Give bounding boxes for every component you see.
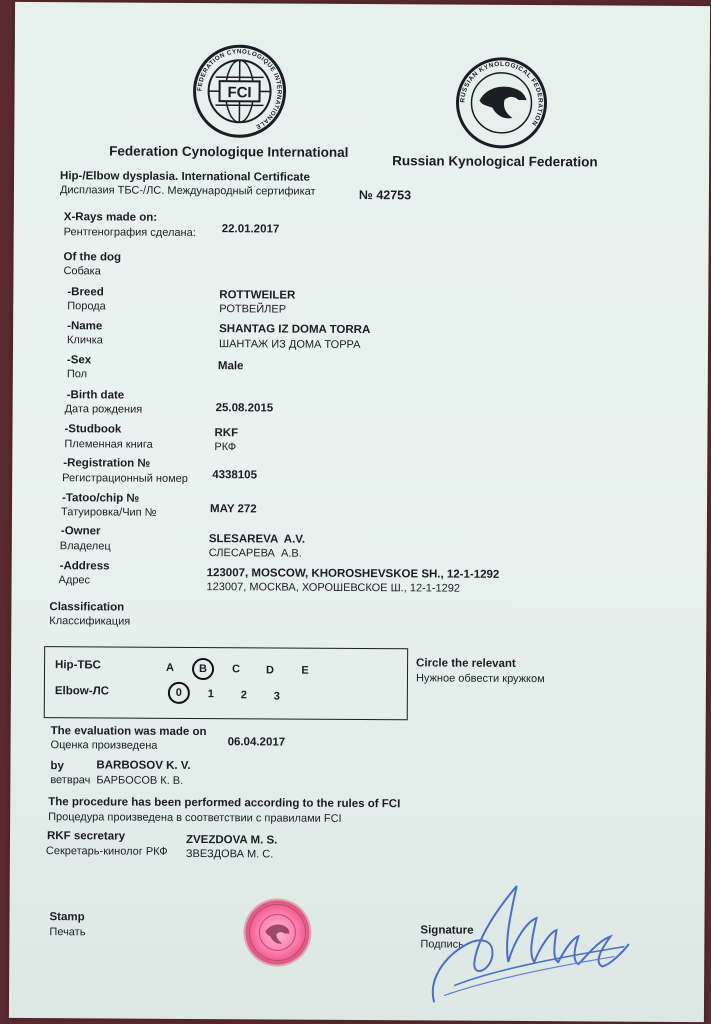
birth-date-value: 25.08.2015 [215,402,274,415]
address-label-en: -Address [59,560,110,573]
signature-label-en: Signature [420,924,474,937]
circle-instruction-ru: Нужное обвести кружком [415,672,545,686]
dog-heading-en: Of the dog [63,251,122,264]
by-label-en: by [50,760,64,773]
fci-logo-text: FCI [227,84,252,102]
owner-value-ru: СЛЕСАРЕВА А.В. [208,547,302,560]
address-value: 123007, MOSCOW, KHOROSHEVSKOE SH., 12-1-1292 [206,567,500,581]
owner-label-ru: Владелец [59,540,111,553]
chip-label-en: -Tatoo/chip № [62,492,140,505]
classification-label-ru: Классификация [49,615,131,628]
rkf-stamp-seal [245,900,309,964]
signature-label-ru: Подпись [420,938,464,951]
birth-date-label-ru: Дата рождения [64,403,143,416]
procedure-text-ru: Процедура произведена в соответствии с правилами FCI [48,811,342,825]
fci-org-name: Federation Cynologique International [109,143,349,160]
evaluation-label-en: The evaluation was made on [50,725,207,739]
secretary-name-ru: ЗВЕЗДОВА М. С. [185,847,274,861]
studbook-value-ru: РКФ [214,441,237,454]
handwritten-signature [414,869,645,1010]
secretary-name: ZVEZDOVA M. S. [185,833,278,847]
elbow-grade-1: 1 [207,688,214,701]
hip-label: Hip-ТБС [55,659,101,672]
xray-label-ru: Рентгенография сделана: [63,226,196,239]
elbow-label: Elbow-ЛС [54,685,110,698]
elbow-grade-2: 2 [240,689,247,702]
name-label-ru: Кличка [67,334,103,347]
evaluation-label-ru: Оценка произведена [50,739,158,752]
secretary-label-ru: Секретарь-кинолог РКФ [45,845,168,858]
rkf-logo-ring-text: RUSSIAN KYNOLOGICAL FEDERATION [459,60,544,128]
evaluation-date: 06.04.2017 [227,736,286,749]
fci-logo [191,43,288,140]
certificate-document [9,2,710,1022]
classification-label-en: Classification [49,601,125,614]
certificate-title-ru: Дисплазия ТБС-/ЛС. Международный сертификат [59,184,316,198]
owner-value: SLESAREVA A.V. [208,533,306,546]
registration-value: 4338105 [212,469,258,482]
address-label-ru: Адрес [58,574,91,587]
procedure-text-en: The procedure has been performed according to the rules of FCI [48,796,401,811]
registration-label-ru: Регистрационный номер [62,472,188,485]
circle-instruction-en: Circle the relevant [416,657,516,670]
hip-grade-b-circled: B [192,658,214,680]
sex-value: Male [217,360,244,373]
vet-name: BARBOSOV K. V. [96,759,191,772]
classification-box [44,646,408,720]
studbook-value: RKF [214,427,239,440]
xray-date: 22.01.2017 [221,223,280,236]
hip-grade-e: E [301,664,309,677]
sex-label-en: -Sex [66,354,92,367]
breed-label-ru: Порода [67,300,106,313]
rkf-org-name: Russian Kynological Federation [392,153,598,170]
certificate-title-en: Hip-/Elbow dysplasia. International Certificate [60,170,310,184]
breed-value-ru: РОТВЕЙЛЕР [219,303,287,316]
rkf-logo [454,56,549,151]
name-label-en: -Name [67,320,103,333]
name-value-ru: ШАНТАЖ ИЗ ДОМА ТОРРА [218,338,361,352]
name-value: SHANTAG IZ DOMA TORRA [219,323,371,337]
vet-name-ru: БАРБОСОВ К. В. [96,774,184,787]
xray-label-en: X-Rays made on: [63,211,158,224]
certificate-number: № 42753 [358,187,412,203]
dog-heading-ru: Собака [63,265,101,278]
address-value-ru: 123007, МОСКВА, ХОРОШЕВСКОЕ Ш., 12-1-1292 [206,581,461,595]
elbow-grade-0-circled: 0 [168,682,190,704]
by-label-ru: ветврач [50,774,91,787]
registration-label-en: -Registration № [63,457,151,470]
hip-grade-c: C [232,663,241,676]
hip-grade-a: A [166,661,175,674]
studbook-label-ru: Племенная книга [64,438,153,451]
breed-value: ROTTWEILER [219,289,296,302]
secretary-label-en: RKF secretary [46,830,126,843]
studbook-label-en: -Studbook [64,423,122,436]
sex-label-ru: Пол [66,368,88,381]
breed-label-en: -Breed [67,286,104,299]
stamp-label-ru: Печать [49,926,86,939]
owner-label-en: -Owner [60,525,101,538]
elbow-grade-3: 3 [273,690,280,703]
chip-value: MAY 272 [209,503,257,516]
birth-date-label-en: -Birth date [66,389,125,402]
hip-grade-d: D [266,664,275,677]
stamp-label-en: Stamp [49,911,85,924]
fci-logo-ring-text: FEDERATION CYNOLOGIQUE INTERNATIONALE [196,48,283,131]
chip-label-ru: Татуировка/Чип № [60,506,157,519]
